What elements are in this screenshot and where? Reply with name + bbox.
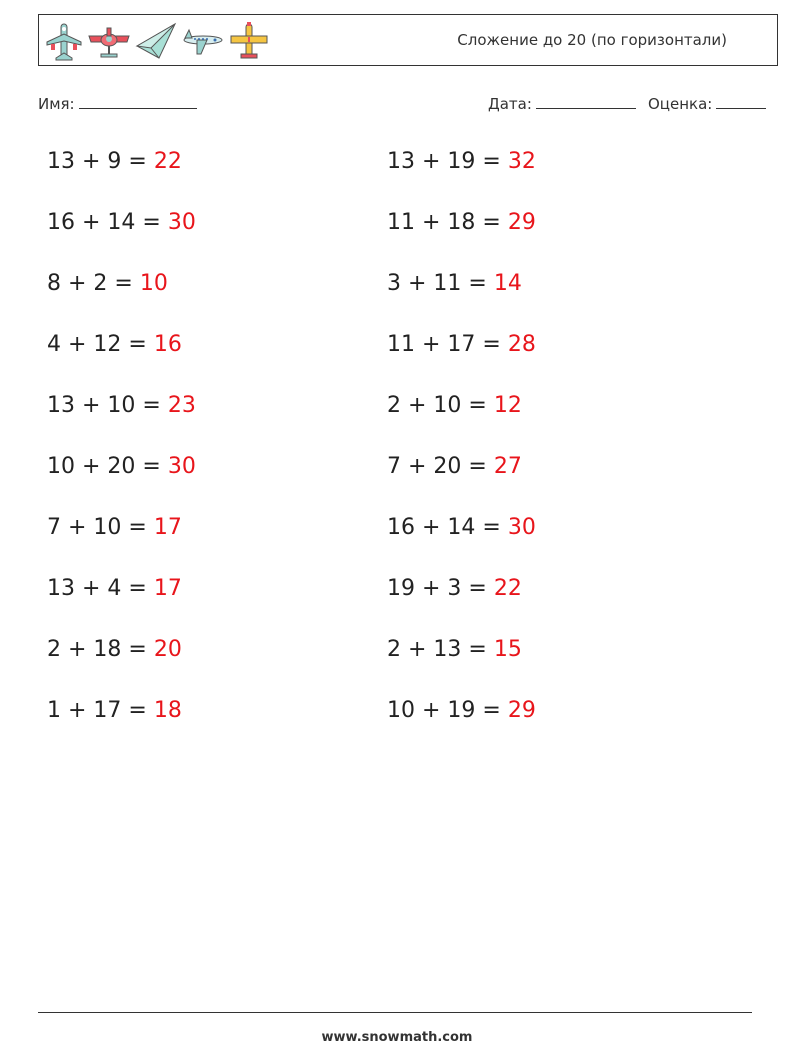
- name-label: Имя:: [38, 95, 75, 113]
- problem-item: [387, 517, 536, 539]
- footer-divider: [38, 1012, 752, 1013]
- problem-item: [387, 578, 522, 600]
- problem-answer: 23: [167, 393, 196, 418]
- problem-question: 7 + 20 =: [387, 454, 487, 479]
- problem-item: [387, 639, 522, 661]
- problem-item: [47, 151, 182, 173]
- problem-item: [47, 273, 168, 295]
- problem-item: [387, 700, 536, 722]
- problem-answer: 12: [493, 393, 522, 418]
- problem-question: 11 + 18 =: [387, 210, 501, 235]
- problem-item: [387, 273, 522, 295]
- problem-answer: 17: [153, 576, 182, 601]
- problem-answer: 29: [507, 210, 536, 235]
- problem-item: [47, 334, 182, 356]
- problem-answer: 10: [139, 271, 168, 296]
- problem-question: 13 + 9 =: [47, 149, 147, 174]
- problem-question: 16 + 14 =: [47, 210, 161, 235]
- problem-question: 13 + 19 =: [387, 149, 501, 174]
- problem-item: [387, 212, 536, 234]
- propeller-plane-icon: [87, 20, 131, 62]
- problem-answer: 30: [167, 210, 196, 235]
- problem-answer: 16: [153, 332, 182, 357]
- problem-answer: 22: [493, 576, 522, 601]
- problem-answer: 14: [493, 271, 522, 296]
- problem-question: 16 + 14 =: [387, 515, 501, 540]
- problem-answer: 28: [507, 332, 536, 357]
- light-aircraft-icon: [229, 20, 269, 62]
- problem-question: 2 + 18 =: [47, 637, 147, 662]
- name-field: [38, 94, 197, 113]
- grade-label: Оценка:: [648, 95, 713, 113]
- problem-answer: 29: [507, 698, 536, 723]
- problem-item: [387, 456, 522, 478]
- problem-answer: 30: [507, 515, 536, 540]
- problem-item: [47, 212, 196, 234]
- worksheet-title: Сложение до 20 (по горизонтали): [457, 31, 727, 49]
- problem-item: [47, 578, 182, 600]
- problem-question: 10 + 20 =: [47, 454, 161, 479]
- problem-answer: 27: [493, 454, 522, 479]
- problem-item: [47, 456, 196, 478]
- paper-plane-icon: [135, 20, 177, 62]
- problem-answer: 20: [153, 637, 182, 662]
- problem-answer: 32: [507, 149, 536, 174]
- problem-question: 3 + 11 =: [387, 271, 487, 296]
- problem-item: [387, 395, 522, 417]
- problem-question: 13 + 4 =: [47, 576, 147, 601]
- problem-item: [47, 700, 182, 722]
- problem-question: 13 + 10 =: [47, 393, 161, 418]
- problem-question: 2 + 13 =: [387, 637, 487, 662]
- date-field: [488, 94, 636, 113]
- problem-question: 11 + 17 =: [387, 332, 501, 357]
- problem-question: 4 + 12 =: [47, 332, 147, 357]
- problem-item: [47, 517, 182, 539]
- problem-answer: 17: [153, 515, 182, 540]
- problem-question: 19 + 3 =: [387, 576, 487, 601]
- problem-item: [47, 639, 182, 661]
- problem-item: [387, 334, 536, 356]
- problem-item: [47, 395, 196, 417]
- date-blank[interactable]: [536, 94, 636, 109]
- worksheet-header: [38, 14, 778, 66]
- jet-icon: [181, 20, 225, 62]
- problem-question: 10 + 19 =: [387, 698, 501, 723]
- problem-question: 8 + 2 =: [47, 271, 133, 296]
- grade-blank[interactable]: [716, 94, 766, 109]
- problem-question: 1 + 17 =: [47, 698, 147, 723]
- problem-answer: 18: [153, 698, 182, 723]
- problem-answer: 15: [493, 637, 522, 662]
- problem-answer: 30: [167, 454, 196, 479]
- problem-question: 2 + 10 =: [387, 393, 487, 418]
- airplane-icon: [45, 20, 83, 62]
- problem-question: 7 + 10 =: [47, 515, 147, 540]
- problem-answer: 22: [153, 149, 182, 174]
- footer-site: www.snowmath.com: [321, 1030, 473, 1045]
- grade-field: [648, 94, 766, 113]
- header-icons: [45, 20, 269, 62]
- date-label: Дата:: [488, 95, 532, 113]
- problem-item: [387, 151, 536, 173]
- name-blank[interactable]: [79, 94, 197, 109]
